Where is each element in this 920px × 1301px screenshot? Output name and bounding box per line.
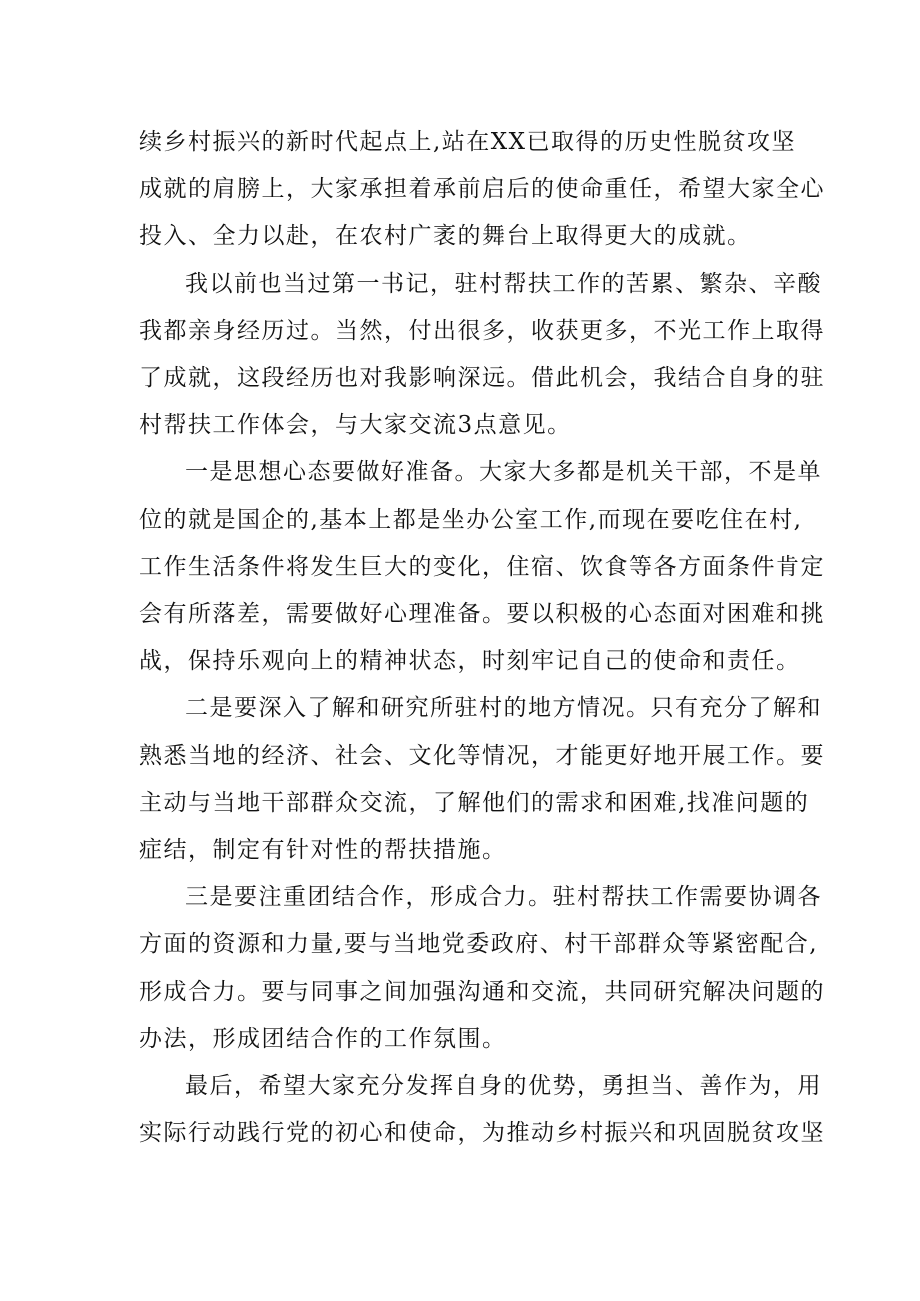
document-body <box>139 119 825 1157</box>
text-line: 一是思想心态要做好准备。大家大多都是机关干部，不是单 <box>185 459 822 486</box>
paragraph-6 <box>139 1063 825 1157</box>
paragraph-4 <box>139 685 825 874</box>
text-line: 办法，形成团结合作的工作氛围。 <box>139 1025 507 1052</box>
text-line: 主动与当地干部群众交流，了解他们的需求和困难,找准问题的 <box>139 789 810 816</box>
text-line: 二是要深入了解和研究所驻村的地方情况。只有充分了解和 <box>185 695 822 722</box>
paragraph-2 <box>139 261 825 450</box>
text-line: 症结，制定有针对性的帮扶措施。 <box>139 837 507 864</box>
text-line: 我以前也当过第一书记，驻村帮扶工作的苦累、繁杂、辛酸 <box>185 270 822 297</box>
paragraph-1 <box>139 119 825 261</box>
text-line: 实际行动践行党的初心和使命，为推动乡村振兴和巩固脱贫攻坚 <box>139 1120 825 1147</box>
text-line: 战，保持乐观向上的精神状态，时刻牢记自己的使命和责任。 <box>139 648 801 675</box>
text-line: 了成就，这段经历也对我影响深远。借此机会，我结合自身的驻 <box>139 365 825 392</box>
paragraph-3 <box>139 449 825 685</box>
text-line: 形成合力。要与同事之间加强沟通和交流，共同研究解决问题的 <box>139 978 825 1005</box>
text-line: 会有所落差，需要做好心理准备。要以积极的心态面对困难和挑 <box>139 601 825 628</box>
text-line: 我都亲身经历过。当然，付出很多，收获更多，不光工作上取得 <box>139 317 825 344</box>
text-line: 熟悉当地的经济、社会、文化等情况，才能更好地开展工作。要 <box>139 742 825 769</box>
text-line: 方面的资源和力量,要与当地党委政府、村干部群众等紧密配合, <box>139 931 819 958</box>
text-line: 位的就是国企的,基本上都是坐办公室工作,而现在要吃住在村, <box>139 506 803 533</box>
text-line: 工作生活条件将发生巨大的变化，住宿、饮食等各方面条件肯定 <box>139 553 825 580</box>
text-line: 续乡村振兴的新时代起点上,站在XX已取得的历史性脱贫攻坚 <box>139 129 797 155</box>
text-line: 三是要注重团结合作，形成合力。驻村帮扶工作需要协调各 <box>185 884 822 911</box>
text-line: 成就的肩膀上，大家承担着承前启后的使命重任，希望大家全心 <box>139 176 825 203</box>
text-line: 村帮扶工作体会，与大家交流3点意见。 <box>139 412 572 439</box>
paragraph-5 <box>139 874 825 1063</box>
text-line: 最后，希望大家充分发挥自身的优势，勇担当、善作为，用 <box>185 1073 822 1100</box>
text-line: 投入、全力以赴，在农村广袤的舞台上取得更大的成就。 <box>139 223 752 250</box>
